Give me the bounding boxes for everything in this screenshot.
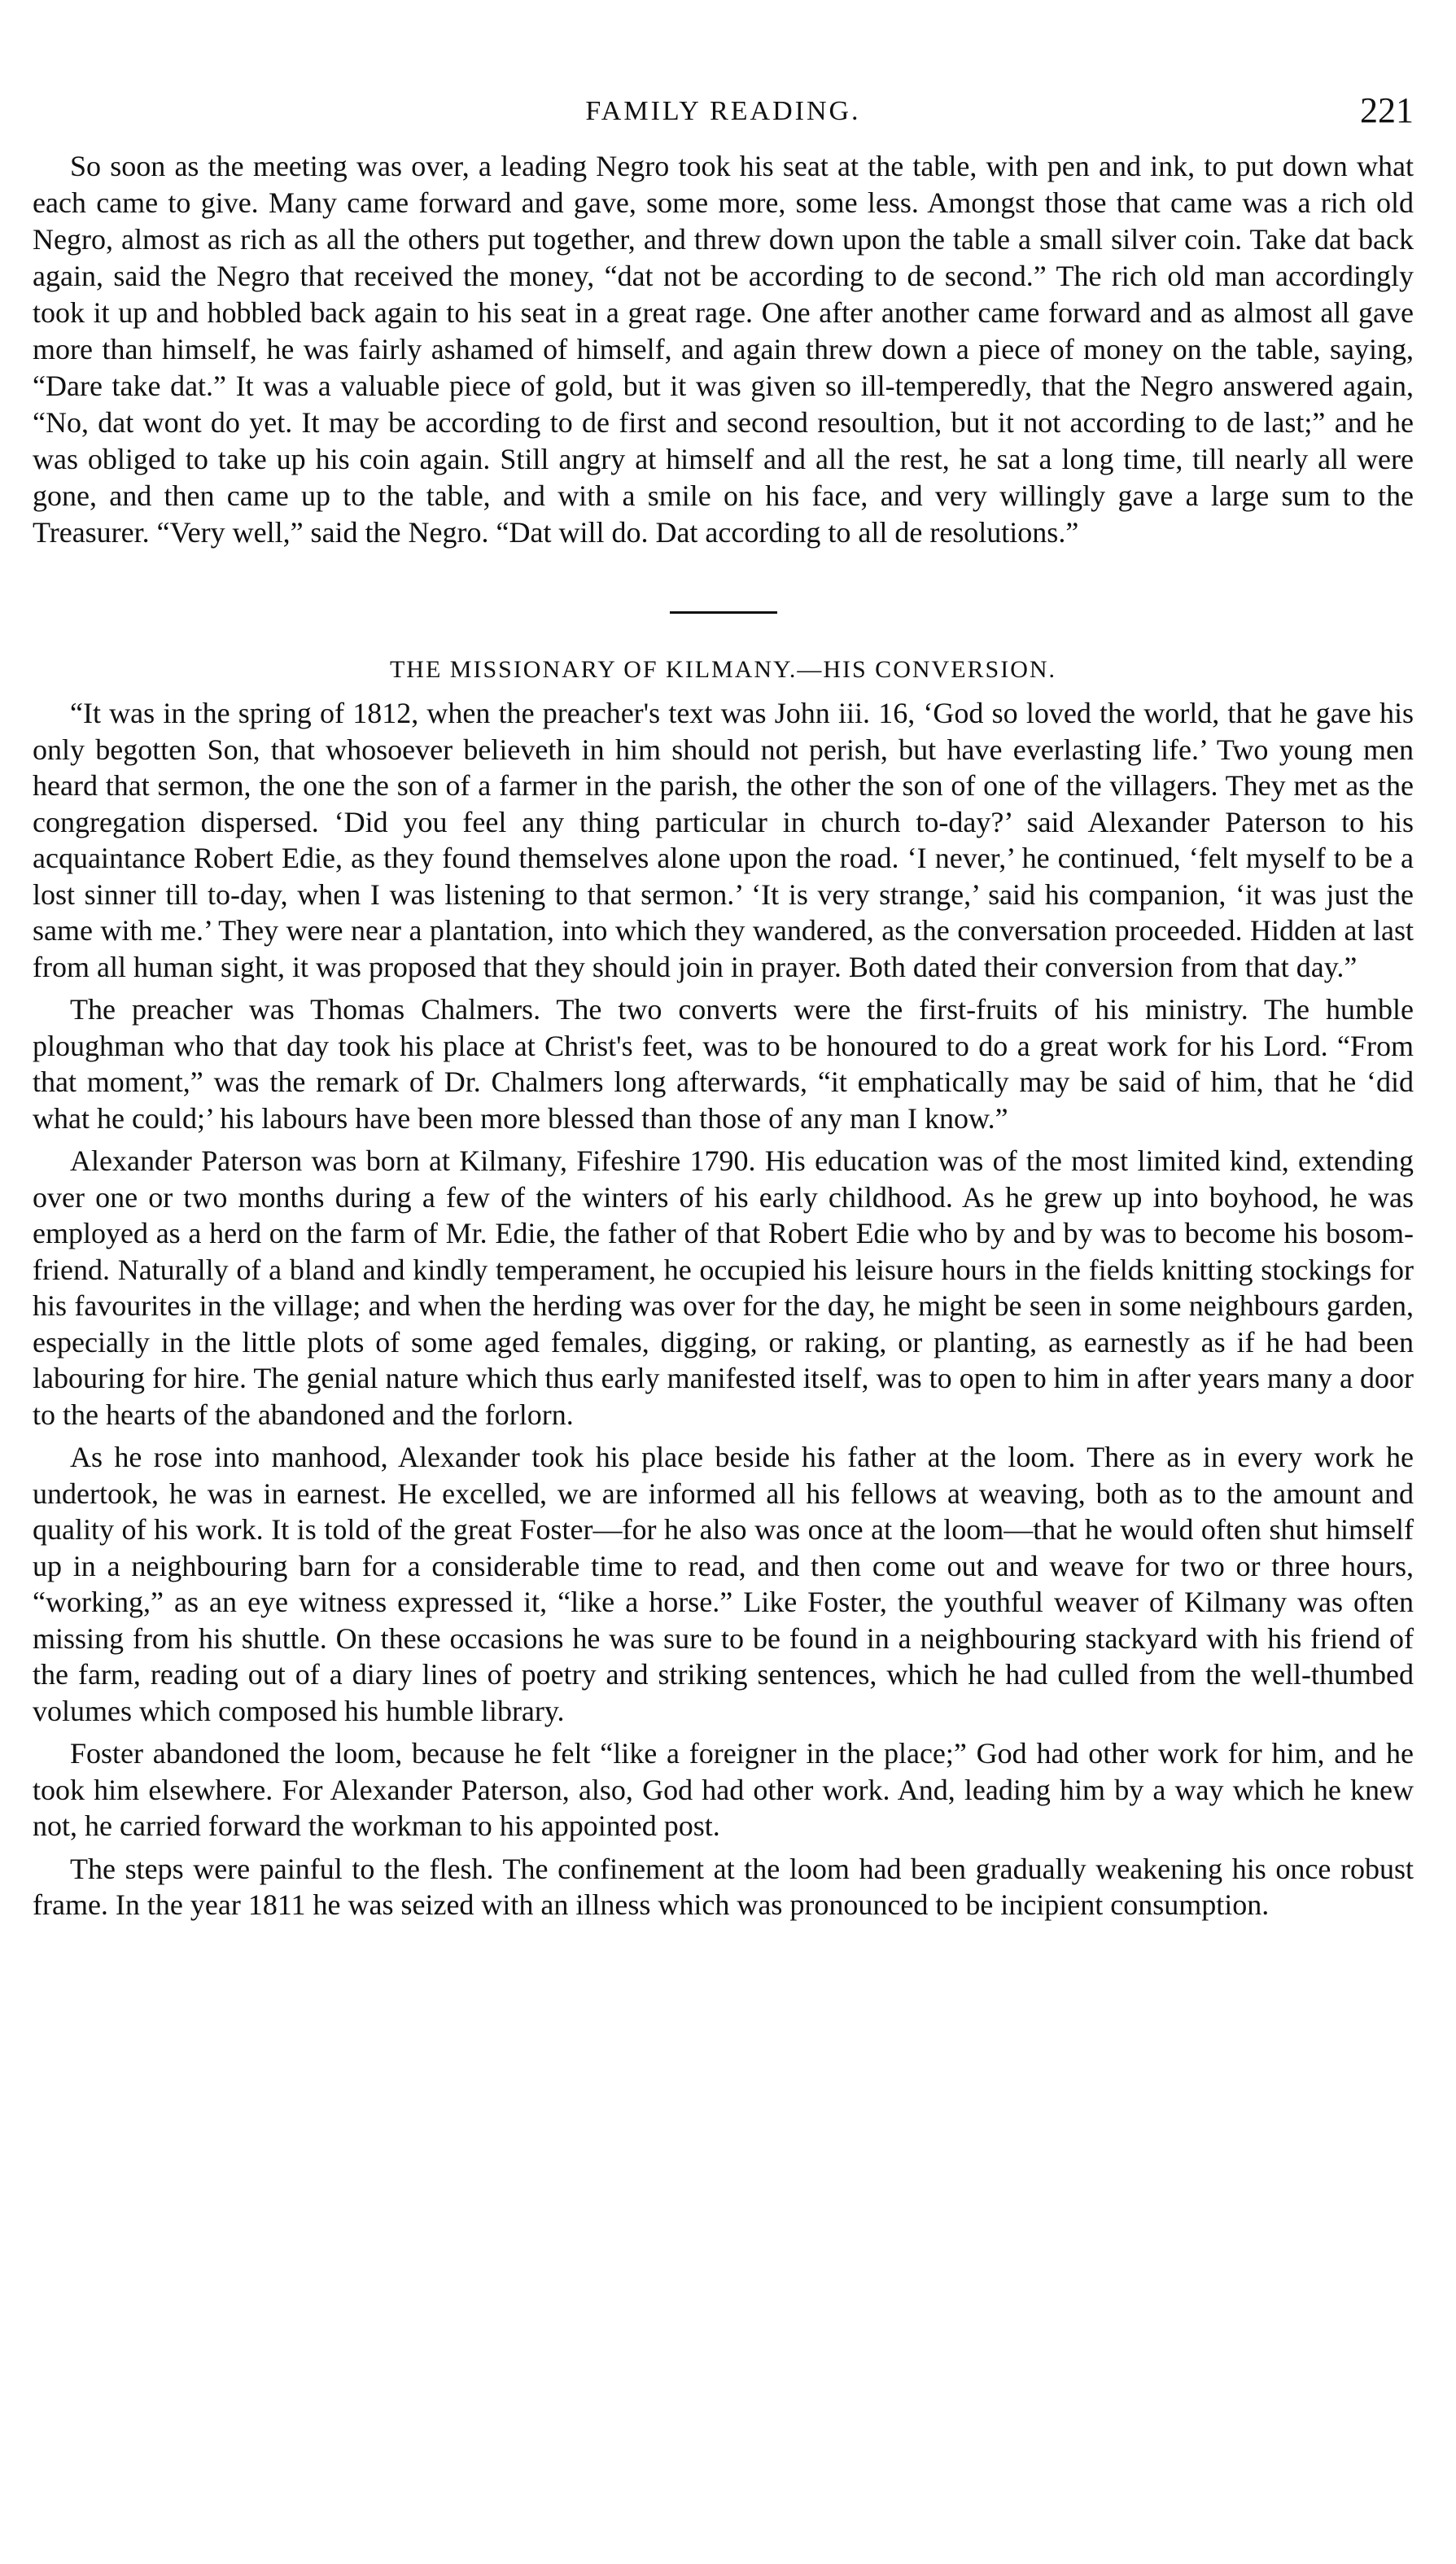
paragraph: “It was in the spring of 1812, when the preacher's text was John iii. 16, ‘God so loved the world, that he gave his only begotten Son, that whosoever believeth in him should not perish, but have everlasting life.’ Two young men heard that sermon, the one the son of a farmer in the parish, the other the son of one of the villagers. They met as the congregation dispersed. ‘Did you feel any thing particular in church to-day?’ said Alexander Paterson to his acquaintance Robert Edie, as they found themselves alone upon the road. ‘I never,’ he continued, ‘felt myself to be a lost sinner till to-day, when I was listening to that sermon.’ ‘It is very strange,’ said his companion, ‘it was just the same with me.’ They were near a plantation, into which they wandered, as the conversation proceeded. Hidden at last from all human sight, it was proposed that they should join in prayer. Both dated their conversion from that day.” <box>33 697 1414 983</box>
section-divider-rule <box>670 611 777 614</box>
paragraph: So soon as the meeting was over, a leading Negro took his seat at the table, with pen and ink, to put down what each came to give. Many came forward and gave, some more, some less. Amongst those that came was a rich old Negro, almost as rich as all the others put together, and threw down upon the table a small silver coin. Take dat back again, said the Negro that received the money, “dat not be according to de second.” The rich old man accordingly took it up and hobbled back again to his seat in a great rage. One after another came forward and as almost all gave more than himself, he was fairly ashamed of himself, and again threw down a piece of money on the table, saying, “Dare take dat.” It was a valuable piece of gold, but it was given so ill-temperedly, that the Negro answered again, “No, dat wont do yet. It may be according to de first and second resoultion, but it not according to de last;” and he was obliged to take up his coin again. Still angry at himself and all the rest, he sat a long time, till nearly all were gone, and then came up to the table, and with a smile on his face, and very willingly gave a large sum to the Treasurer. “Very well,” said the Negro. “Dat will do. Dat according to all de resolutions.” <box>33 150 1414 549</box>
paragraph: Alexander Paterson was born at Kilmany, Fifeshire 1790. His education was of the most limited kind, extending over one or two months during a few of the winters of his early childhood. As he grew up into boyhood, he was employed as a herd on the farm of Mr. Edie, the father of that Robert Edie who by and by was to become his bosom-friend. Naturally of a bland and kindly temperament, he occupied his leisure hours in the fields knitting stockings for his favourites in the village; and when the herding was over for the day, he might be seen in some neighbours garden, especially in the little plots of some aged females, digging, or raking, or planting, as earnestly as if he had been labouring for hire. The genial nature which thus early manifested itself, was to open to him in after years many a door to the hearts of the abandoned and the forlorn. <box>33 1144 1414 1431</box>
running-title: FAMILY READING. <box>585 96 861 126</box>
section-heading: THE MISSIONARY OF KILMANY.—HIS CONVERSION. <box>389 656 1057 683</box>
section-missionary-of-kilmany <box>33 656 1414 1923</box>
paragraph: Foster abandoned the loom, because he felt “like a foreigner in the place;” God had other work for him, and he took him elsewhere. For Alexander Paterson, also, God had other work. And, leading him by a way which he knew not, he carried forward the workman to his appointed post. <box>33 1737 1414 1842</box>
page-number: 221 <box>1360 90 1414 130</box>
section-negro-meeting <box>33 148 1414 551</box>
paragraph: The steps were painful to the flesh. The confinement at the loom had been gradually weakening his once robust frame. In the year 1811 he was seized with an illness which was pronounced to be incipient consumption. <box>33 1852 1414 1921</box>
paragraph: The preacher was Thomas Chalmers. The two converts were the first-fruits of his ministry. The humble ploughman who that day took his place at Christ's feet, was to be honoured to do a great work for his Lord. “From that moment,” was the remark of Dr. Chalmers long afterwards, “it emphatically may be said of him, that he ‘did what he could;’ his labours have been more blessed than those of any man I know.” <box>33 993 1414 1135</box>
running-header <box>33 90 1414 138</box>
paragraph: As he rose into manhood, Alexander took his place beside his father at the loom. There as in every work he undertook, he was in earnest. He excelled, we are informed all his fellows at weaving, both as to the amount and quality of his work. It is told of the great Foster—for he also was once at the loom—that he would often shut himself up in a neighbouring barn for a considerable time to read, and then come out and weave for two or three hours, “working,” as an eye witness expressed it, “like a horse.” Like Foster, the youthful weaver of Kilmany was often missing from his shuttle. On these occasions he was sure to be found in a neighbouring stackyard with his friend of the farm, reading out of a diary lines of poetry and striking sentences, which he had culled from the well-thumbed volumes which composed his humble library. <box>33 1441 1414 1727</box>
